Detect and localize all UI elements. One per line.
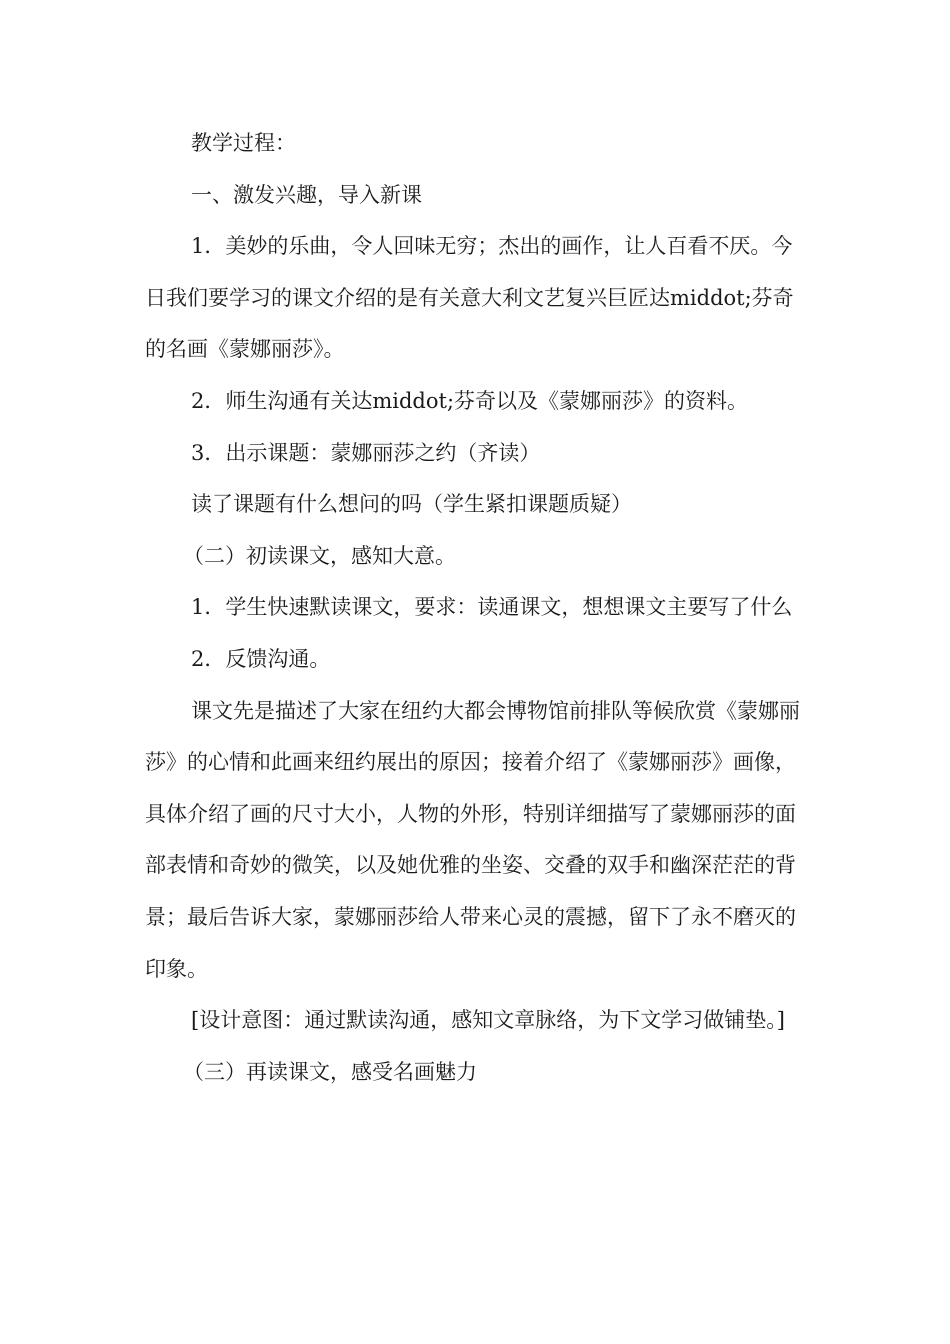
paragraph-read-task: 1．学生快速默读课文，要求：读通课文，想想课文主要写了什么 [191,595,793,620]
document-body [145,118,805,1098]
paragraph-summary: 课文先是描述了大家在纽约大都会博物馆前排队等候欣赏《蒙娜丽莎》的心情和此画来纽约展出的原因；接着介绍了《蒙娜丽莎》画像，具体介绍了画的尺寸大小，人物的外形，特别详细描写了蒙娜丽莎的面部表情和奇妙的微笑，以及她优雅的坐姿、交叠的双手和幽深茫茫的背景；最后告诉大家，蒙娜丽莎给人带来心灵的震撼，留下了永不磨灭的印象。 [145,698,800,981]
paragraph-section-one: 一、激发兴趣，导入新课 [191,182,422,207]
paragraph-item-1: 1．美妙的乐曲，令人回味无穷；杰出的画作，让人百看不厌。今日我们要学习的课文介绍的是有关意大利文艺复兴巨匠达middot;芬奇的名画《蒙娜丽莎》。 [145,234,794,362]
paragraph-feedback: 2．反馈沟通。 [191,646,331,671]
paragraph-design-intent: [设计意图：通过默读沟通，感知文章脉络，为下文学习做铺垫。] [191,1008,785,1033]
paragraph-question: 读了课题有什么想问的吗（学生紧扣课题质疑） [191,492,632,517]
paragraph-item-3: 3．出示课题：蒙娜丽莎之约（齐读） [191,440,541,465]
paragraph-heading-process: 教学过程： [191,131,296,155]
paragraph-section-three: （三）再读课文，感受名画魅力 [183,1059,477,1084]
paragraph-item-2: 2．师生沟通有关达middot;芬奇以及《蒙娜丽莎》的资料。 [191,388,749,413]
paragraph-section-two: （二）初读课文，感知大意。 [183,543,456,568]
